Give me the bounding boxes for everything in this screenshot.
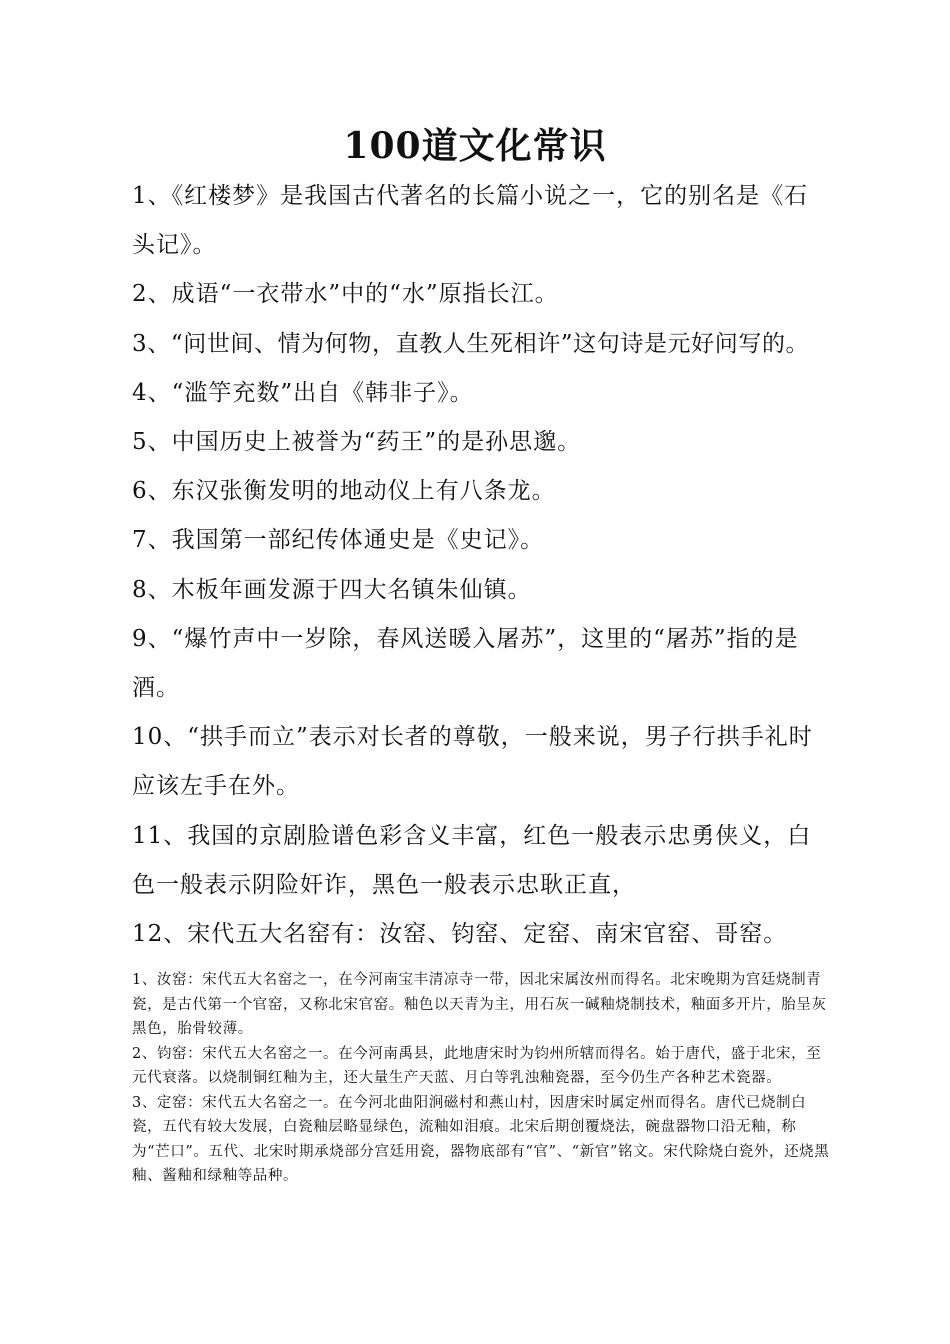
list-item: 12、宋代五大名窑有：汝窑、钧窑、定窑、南宋官窑、哥窑。 — [132, 921, 788, 948]
note-item: 1、汝窑：宋代五大名窑之一，在今河南宝丰清凉寺一带，因北宋属汝州而得名。北宋晚期为宫廷烧制青瓷，是古代第一个官窑，又称北宋官窑。釉色以天青为主，用石灰一碱釉烧制技术，釉面多开片，胎呈灰黑色，胎骨较薄。 — [132, 972, 827, 1037]
note-item: 2、钧窑：宋代五大名窑之一。在今河南禹县，此地唐宋时为钧州所辖而得名。始于唐代，盛于北宋，至元代衰落。以烧制铜红釉为主，还大量生产天蓝、月白等乳浊釉瓷器，至今仍生产各种艺术瓷器。 — [132, 1045, 822, 1086]
list-item: 8、木板年画发源于四大名镇朱仙镇。 — [132, 576, 532, 603]
list-item: 4、“滥竽充数”出自《韩非子》。 — [132, 379, 474, 406]
list-item: 7、我国第一部纪传体通史是《史记》。 — [132, 527, 545, 554]
list-item: 3、“问世间、情为何物，直教人生死相许”这句诗是元好问写的。 — [132, 330, 810, 357]
kiln-notes — [132, 968, 832, 1189]
list-item: 9、“爆竹声中一岁除，春风送暖入屠苏”，这里的“屠苏”指的是酒。 — [132, 625, 799, 702]
page-title: 100道文化常识 — [343, 125, 607, 167]
list-item: 5、中国历史上被誉为“药王”的是孙思邈。 — [132, 429, 582, 456]
list-item: 11、我国的京剧脸谱色彩含义丰富，红色一般表示忠勇侠义，白色一般表示阴险奸诈，黑色一般表示忠耿正直， — [132, 822, 812, 898]
note-item: 3、定窑：宋代五大名窑之一。在今河北曲阳涧磁村和燕山村，因唐宋时属定州而得名。唐代已烧制白瓷，五代有较大发展，白瓷釉层略显绿色，流釉如泪痕。北宋后期创覆烧法，碗盘器物口沿无釉，称为“芒口”。五代、北宋时期承烧部分宫廷用瓷，器物底部有“官”、“新官”铭文。宋代除烧白瓷外，还烧黑釉、酱釉和绿釉等品种。 — [132, 1094, 830, 1184]
list-item: 1、《红楼梦》是我国古代著名的长篇小说之一，它的别名是《石头记》。 — [132, 183, 809, 259]
list-item: 2、成语“一衣带水”中的“水”原指长江。 — [132, 281, 559, 308]
list-item: 10、“拱手而立”表示对长者的尊敬，一般来说，男子行拱手礼时应该左手在外。 — [132, 724, 813, 800]
knowledge-list — [132, 172, 832, 959]
list-item: 6、东汉张衡发明的地动仪上有八条龙。 — [132, 478, 556, 505]
